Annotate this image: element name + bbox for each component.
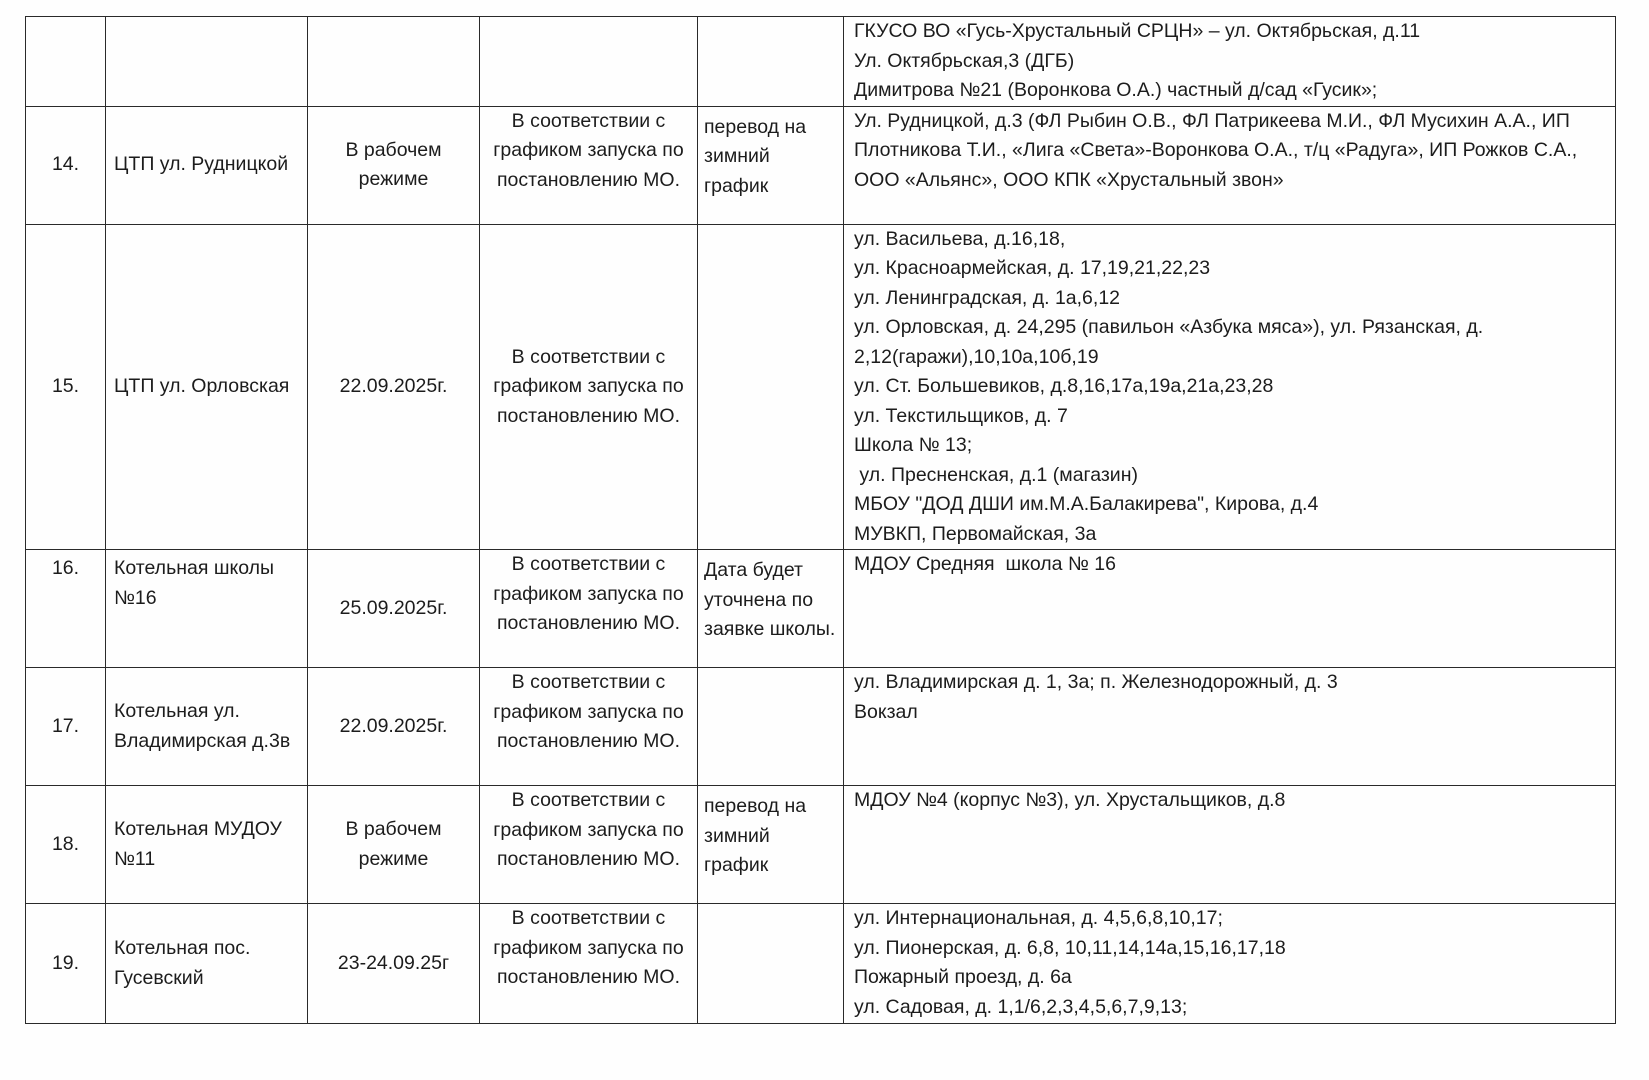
note-text	[698, 17, 844, 107]
schedule-text: В соответствии с графиком запуска по постановлению МО.	[480, 550, 698, 668]
address-line: ул. Красноармейская, д. 17,19,21,22,23	[854, 257, 1211, 279]
address-cell	[844, 904, 1616, 1024]
row-number: 15.	[26, 224, 106, 550]
row-number: 14.	[26, 106, 106, 224]
schedule-text	[480, 17, 698, 107]
note-text	[698, 224, 844, 550]
address-line: МДОУ Средняя школа № 16	[854, 553, 1116, 575]
row-number: 17.	[26, 668, 106, 786]
address-cell	[844, 106, 1616, 224]
table-row	[26, 786, 1616, 904]
address-line: Ул. Рудницкой, д.3 (ФЛ Рыбин О.В., ФЛ Патрикеева М.И., ФЛ Мусихин А.А., ИП Плотникова Т.И., «Лига «Света»-Воронкова О.А., т/ц «Радуга», ИП Рожков С.А., ООО «Альянс», ООО КПК «Хрустальный звон»	[854, 109, 1583, 191]
note-text: перевод на зимний график	[698, 786, 844, 904]
address-line: Пожарный проезд, д. 6а	[854, 966, 1072, 988]
object-name: Котельная МУДОУ №11	[106, 786, 308, 904]
object-name: ЦТП ул. Орловская	[106, 224, 308, 550]
object-name	[106, 17, 308, 107]
schedule-text: В соответствии с графиком запуска по постановлению МО.	[480, 224, 698, 550]
row-number: 18.	[26, 786, 106, 904]
row-number: 16.	[26, 550, 106, 668]
schedule-text: В соответствии с графиком запуска по постановлению МО.	[480, 786, 698, 904]
address-line: МДОУ №4 (корпус №3), ул. Хрустальщиков, д.8	[854, 789, 1286, 811]
address-line: ул. Васильева, д.16,18,	[854, 227, 1066, 250]
address-line: ул. Ленинградская, д. 1а,6,12	[854, 286, 1121, 309]
start-date: 22.09.2025г.	[308, 224, 480, 550]
address-line: ул. Садовая, д. 1,1/6,2,3,4,5,6,7,9,13;	[854, 995, 1188, 1018]
address-line: ул. Текстильщиков, д. 7	[854, 404, 1068, 427]
start-date: 23-24.09.25г	[308, 904, 480, 1024]
object-name: Котельная ул. Владимирская д.3в	[106, 668, 308, 786]
start-date: В рабочем режиме	[308, 786, 480, 904]
schedule-text: В соответствии с графиком запуска по постановлению МО.	[480, 106, 698, 224]
row-number	[26, 17, 106, 107]
address-line: ул. Интернациональная, д. 4,5,6,8,10,17;	[854, 907, 1223, 929]
address-line: ул. Ст. Большевиков, д.8,16,17а,19а,21а,23,28	[854, 375, 1274, 397]
table-row	[26, 224, 1616, 550]
address-cell	[844, 224, 1616, 550]
note-text: перевод на зимний график	[698, 106, 844, 224]
schedule-text: В соответствии с графиком запуска по постановлению МО.	[480, 904, 698, 1024]
address-line: МБОУ "ДОД ДШИ им.М.А.Балакирева", Кирова, д.4	[854, 493, 1319, 515]
note-text	[698, 668, 844, 786]
address-line: ул. Пресненская, д.1 (магазин)	[854, 463, 1138, 486]
object-name: ЦТП ул. Рудницкой	[106, 106, 308, 224]
address-cell	[844, 17, 1616, 107]
address-line: ГКУСО ВО «Гусь-Хрустальный СРЦН» – ул. Октябрьская, д.11	[854, 20, 1421, 42]
start-date: 25.09.2025г.	[308, 550, 480, 668]
address-line: Димитрова №21 (Воронкова О.А.) частный д/сад «Гусик»;	[854, 79, 1378, 101]
heating-schedule-table	[25, 16, 1616, 1024]
address-cell	[844, 668, 1616, 786]
start-date: 22.09.2025г.	[308, 668, 480, 786]
note-text	[698, 904, 844, 1024]
address-line: Вокзал	[854, 700, 918, 723]
schedule-text: В соответствии с графиком запуска по постановлению МО.	[480, 668, 698, 786]
table-row	[26, 106, 1616, 224]
table-row	[26, 17, 1616, 107]
table-row	[26, 668, 1616, 786]
address-line: Школа № 13;	[854, 434, 973, 456]
start-date: В рабочем режиме	[308, 106, 480, 224]
address-line: ул. Пионерская, д. 6,8, 10,11,14,14а,15,16,17,18	[854, 936, 1286, 959]
address-line: Ул. Октябрьская,3 (ДГБ)	[854, 49, 1075, 72]
row-number: 19.	[26, 904, 106, 1024]
address-line: ул. Владимирская д. 1, 3а; п. Железнодорожный, д. 3	[854, 671, 1338, 693]
start-date	[308, 17, 480, 107]
object-name: Котельная пос. Гусевский	[106, 904, 308, 1024]
note-text: Дата будет уточнена по заявке школы.	[698, 550, 844, 668]
table-row	[26, 550, 1616, 668]
address-line: МУВКП, Первомайская, 3а	[854, 522, 1097, 545]
object-name: Котельная школы №16	[106, 550, 308, 668]
table-row	[26, 904, 1616, 1024]
address-cell	[844, 786, 1616, 904]
address-cell	[844, 550, 1616, 668]
address-line: ул. Орловская, д. 24,295 (павильон «Азбука мяса»), ул. Рязанская, д. 2,12(гаражи),10,10а,10б,19	[854, 316, 1489, 368]
